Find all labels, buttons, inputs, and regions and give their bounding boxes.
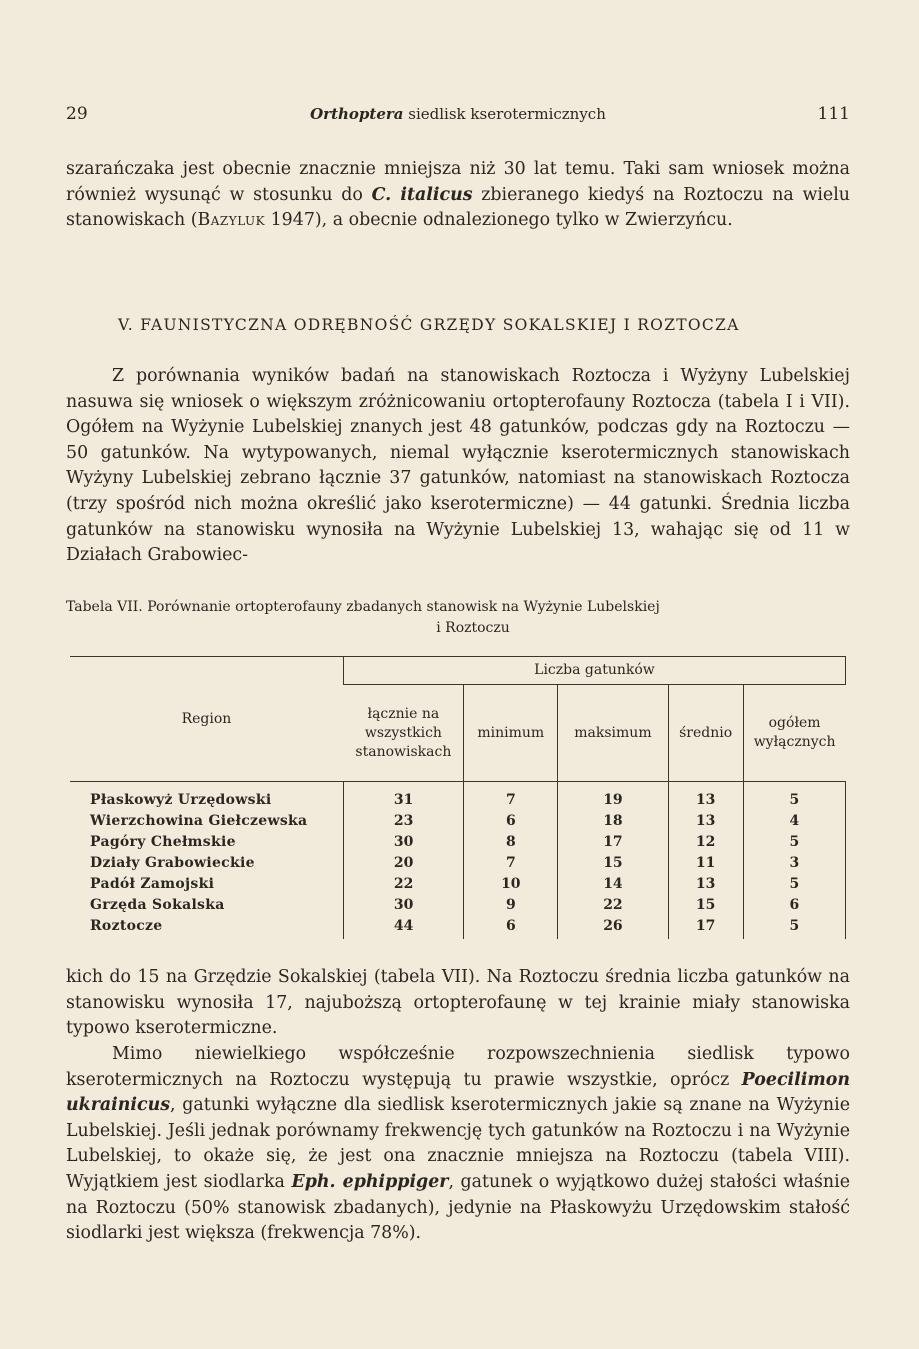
value-cell: 14 <box>558 873 668 894</box>
paragraph-4-text-c: , gatunek o wyjątkowo dużej stałości właśnie na Roztoczu (50% stanowisk zbadanych), jedynie na Płaskowyżu Urzędowskim stałość siodlarki jest większa (frekwencja 78%). <box>66 1171 850 1244</box>
running-title-rest: siedlisk kserotermicznych <box>403 105 606 123</box>
table-row <box>70 782 846 811</box>
header-column: łącznie na wszystkich stanowiskach <box>343 685 463 782</box>
header-species-count: Liczba gatunków <box>343 657 845 685</box>
page-header <box>66 104 850 130</box>
paragraph-2-text: Z porównania wyników badań na stanowiskach Roztocza i Wyżyny Lubelskiej nasuwa się wniosek o większym zróżnicowaniu ortopterofauny Roztocza (tabela I i VII). Ogółem na Wyżynie Lubelskiej znanych jest 48 gatunków, podczas gdy na Roztoczu — 50 gatunków. Na wytypowanych, niemal wyłącznie kserotermicznych stanowiskach Wyżyny Lubelskiej zebrano łącznie 37 gatunków, natomiast na stanowiskach Roztocza (trzy spośród nich można określić jako kserotermiczne) — 44 gatunki. Średnia liczba gatunków na stanowisku wynosiła na Wyżynie Lubelskiej 13, wahając się od 11 w Działach Grabowiec- <box>66 366 850 566</box>
value-cell: 13 <box>668 782 743 811</box>
value-cell: 13 <box>668 810 743 831</box>
paragraph-4-species-2: Eph. ephippiger <box>291 1171 449 1192</box>
value-cell: 31 <box>343 782 463 811</box>
paragraph-1-author: Bazyluk <box>197 210 266 231</box>
paragraph-4 <box>66 1042 850 1247</box>
page-number-left: 29 <box>66 104 88 124</box>
value-cell: 20 <box>343 852 463 873</box>
running-title <box>66 105 850 123</box>
value-cell: 7 <box>464 782 558 811</box>
value-cell: 9 <box>464 894 558 915</box>
page-number-right: 111 <box>817 104 850 124</box>
value-cell: 23 <box>343 810 463 831</box>
region-name: Płaskowyż Urzędowski <box>90 791 272 808</box>
value-cell: 44 <box>343 915 463 939</box>
paragraph-4-species-1: Poecilimon ukrainicus <box>66 1069 850 1116</box>
paragraph-1-text-b: zbieranego kiedyś na Roztoczu na wielu stanowiskach ( <box>66 184 850 231</box>
region-name: Działy Grabowieckie <box>90 854 255 871</box>
paragraph-1-text-a: szarańczaka jest obecnie znacznie mniejsza niż 30 lat temu. Taki sam wniosek można również wysunąć w stosunku do <box>66 159 850 205</box>
table-row <box>70 810 846 831</box>
running-title-italic: Orthoptera <box>310 105 404 123</box>
header-column: maksimum <box>558 685 668 782</box>
value-cell: 4 <box>743 810 845 831</box>
value-cell: 17 <box>558 831 668 852</box>
table-row <box>70 831 846 852</box>
value-cell: 18 <box>558 810 668 831</box>
region-name: Grzęda Sokalska <box>90 896 225 913</box>
header-column: średnio <box>668 685 743 782</box>
value-cell: 22 <box>343 873 463 894</box>
value-cell: 6 <box>464 810 558 831</box>
paragraph-2 <box>66 364 850 569</box>
table-row <box>70 915 846 939</box>
value-cell: 15 <box>558 852 668 873</box>
table-row <box>70 873 846 894</box>
region-name: Wierzchowina Giełczewska <box>90 812 308 829</box>
value-cell: 30 <box>343 831 463 852</box>
value-cell: 22 <box>558 894 668 915</box>
paragraph-1-text-c: 1947), a obecnie odnalezionego tylko w Zwierzyńcu. <box>265 210 733 231</box>
table-caption <box>66 597 850 639</box>
table-row <box>70 852 846 873</box>
value-cell: 30 <box>343 894 463 915</box>
value-cell: 26 <box>558 915 668 939</box>
region-name: Roztocze <box>90 917 163 934</box>
value-cell: 11 <box>668 852 743 873</box>
value-cell: 5 <box>743 873 845 894</box>
region-name: Pagóry Chełmskie <box>90 833 236 850</box>
species-count-table <box>70 656 846 939</box>
table-row <box>70 894 846 915</box>
value-cell: 8 <box>464 831 558 852</box>
value-cell: 15 <box>668 894 743 915</box>
value-cell: 6 <box>464 915 558 939</box>
value-cell: 6 <box>743 894 845 915</box>
region-name: Padół Zamojski <box>90 875 215 892</box>
header-column: ogółem wyłącznych <box>743 685 845 782</box>
value-cell: 5 <box>743 915 845 939</box>
value-cell: 19 <box>558 782 668 811</box>
value-cell: 12 <box>668 831 743 852</box>
section-title: V. FAUNISTYCZNA ODRĘBNOŚĆ GRZĘDY SOKALSKIEJ I ROZTOCZA <box>118 316 740 334</box>
value-cell: 5 <box>743 831 845 852</box>
value-cell: 10 <box>464 873 558 894</box>
header-column: minimum <box>464 685 558 782</box>
header-region: Region <box>70 657 343 782</box>
paragraph-4-text-b: , gatunki wyłączne dla siedlisk kserotermicznych jakie są znane na Wyżynie Lubelskiej. Jeśli jednak porównamy frekwencję tych gatunków na Roztoczu i na Wyżynie Lubelskiej, to okaże się, że jest ona znacznie mniejsza na Roztoczu (tabela VIII). Wyjątkiem jest siodlarka <box>66 1095 850 1192</box>
paragraph-1-species: C. italicus <box>371 184 473 205</box>
table-caption-line-1: Tabela VII. Porównanie ortopterofauny zbadanych stanowisk na Wyżynie Lubelskiej <box>66 599 660 615</box>
table-caption-line-2: i Roztoczu <box>436 620 510 636</box>
paragraph-3 <box>66 965 850 1042</box>
value-cell: 5 <box>743 782 845 811</box>
paragraph-3-text: kich do 15 na Grzędzie Sokalskiej (tabela VII). Na Roztoczu średnia liczba gatunków na stanowisku wynosiła 17, najuboższą ortopterofaunę w tej krainie miały stanowiska typowo kserotermiczne. <box>66 967 850 1039</box>
paragraph-1 <box>66 157 850 234</box>
value-cell: 17 <box>668 915 743 939</box>
value-cell: 3 <box>743 852 845 873</box>
paragraph-4-text-a: Mimo niewielkiego współcześnie rozpowszechnienia siedlisk typowo kserotermicznych na Roztoczu występują tu prawie wszystkie, oprócz <box>66 1044 850 1090</box>
value-cell: 7 <box>464 852 558 873</box>
value-cell: 13 <box>668 873 743 894</box>
